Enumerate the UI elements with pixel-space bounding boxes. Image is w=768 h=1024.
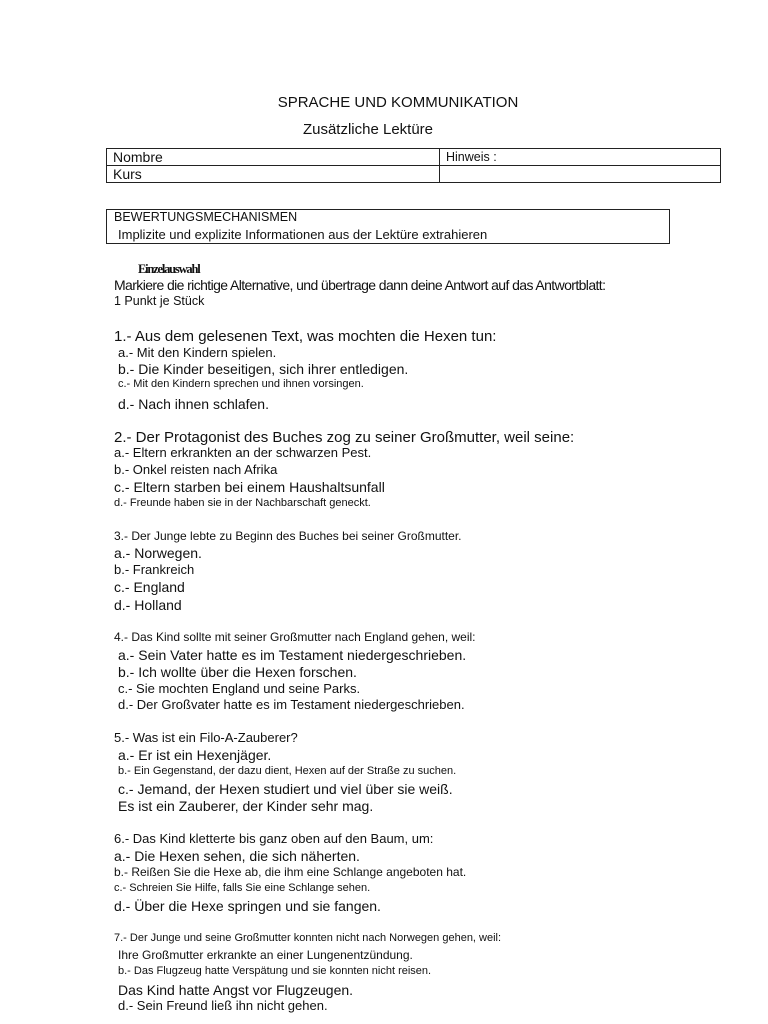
question-3-option-d: d.- Holland: [114, 597, 182, 613]
question-2-option-d: d.- Freunde haben sie in der Nachbarschaft geneckt.: [114, 497, 371, 509]
kurs-cell: Kurs: [107, 166, 440, 183]
hinweis-cell: Hinweis :: [440, 149, 721, 166]
question-6: 6.- Das Kind kletterte bis ganz oben auf den Baum, um:: [114, 831, 434, 846]
question-4-option-d: d.- Der Großvater hatte es im Testament niedergeschrieben.: [118, 697, 465, 712]
kurs-value-cell: [440, 166, 721, 183]
question-5-option-c: c.- Jemand, der Hexen studiert und viel über sie weiß.: [118, 781, 453, 797]
question-7-option-c: Das Kind hatte Angst vor Flugzeugen.: [118, 982, 354, 998]
question-6-option-b: b.- Reißen Sie die Hexe ab, die ihm eine Schlange angeboten hat.: [114, 865, 467, 879]
question-3: 3.- Der Junge lebte zu Beginn des Buches bei seiner Großmutter.: [114, 529, 462, 543]
question-4: 4.- Das Kind sollte mit seiner Großmutter nach England gehen, weil:: [114, 630, 476, 644]
question-4-option-a: a.- Sein Vater hatte es im Testament niedergeschrieben.: [118, 647, 467, 663]
question-3-option-c: c.- England: [114, 579, 185, 595]
question-1-option-d: d.- Nach ihnen schlafen.: [118, 396, 269, 412]
question-3-option-b: b.- Frankreich: [114, 562, 195, 577]
section-title: Einzelauswahl: [138, 262, 200, 276]
question-7-option-b: b.- Das Flugzeug hatte Verspätung und sie konnten nicht reisen.: [118, 965, 432, 977]
question-4-option-b: b.- Ich wollte über die Hexen forschen.: [118, 664, 357, 680]
question-2-option-b: b.- Onkel reisten nach Afrika: [114, 462, 278, 477]
section-instruction: Markiere die richtige Alternative, und übertrage dann deine Antwort auf das Antwortblatt:: [114, 277, 606, 293]
question-6-option-c: c.- Schreien Sie Hilfe, falls Sie eine Schlange sehen.: [114, 882, 371, 894]
section-points: 1 Punkt je Stück: [114, 294, 205, 308]
question-5-option-d: Es ist ein Zauberer, der Kinder sehr mag.: [118, 798, 374, 814]
question-2-option-c: c.- Eltern starben bei einem Haushaltsunfall: [114, 479, 385, 495]
question-2-option-a: a.- Eltern erkrankten an der schwarzen Pest.: [114, 445, 372, 460]
question-4-option-c: c.- Sie mochten England und seine Parks.: [118, 681, 361, 696]
question-7-option-d: d.- Sein Freund ließ ihn nicht gehen.: [118, 998, 328, 1013]
assessment-text: Implizite und explizite Informationen aus der Lektüre extrahieren: [118, 227, 488, 242]
question-3-option-a: a.- Norwegen.: [114, 545, 202, 561]
page-subtitle: Zusätzliche Lektüre: [302, 121, 434, 138]
table-row: [107, 166, 721, 183]
question-1: 1.- Aus dem gelesenen Text, was mochten die Hexen tun:: [114, 328, 497, 345]
question-7: 7.- Der Junge und seine Großmutter konnten nicht nach Norwegen gehen, weil:: [114, 932, 502, 944]
question-1-option-c: c.- Mit den Kindern sprechen und ihnen vorsingen.: [118, 378, 364, 390]
page-title: SPRACHE UND KOMMUNIKATION: [277, 94, 519, 111]
question-6-option-a: a.- Die Hexen sehen, die sich näherten.: [114, 848, 360, 864]
question-5: 5.- Was ist ein Filo-A-Zauberer?: [114, 730, 298, 745]
student-info-table: [106, 148, 721, 183]
question-5-option-a: a.- Er ist ein Hexenjäger.: [118, 747, 272, 763]
question-7-option-a: Ihre Großmutter erkrankte an einer Lungenentzündung.: [118, 948, 413, 962]
question-2: 2.- Der Protagonist des Buches zog zu seiner Großmutter, weil seine:: [114, 429, 575, 446]
table-row: [107, 149, 721, 166]
question-6-option-d: d.- Über die Hexe springen und sie fangen.: [114, 898, 381, 914]
question-1-option-a: a.- Mit den Kindern spielen.: [118, 345, 277, 360]
question-5-option-b: b.- Ein Gegenstand, der dazu dient, Hexen auf der Straße zu suchen.: [118, 765, 457, 777]
nombre-cell: Nombre: [107, 149, 440, 166]
assessment-box: [106, 209, 670, 244]
assessment-heading: BEWERTUNGSMECHANISMEN: [114, 210, 298, 224]
question-1-option-b: b.- Die Kinder beseitigen, sich ihrer entledigen.: [118, 361, 409, 377]
